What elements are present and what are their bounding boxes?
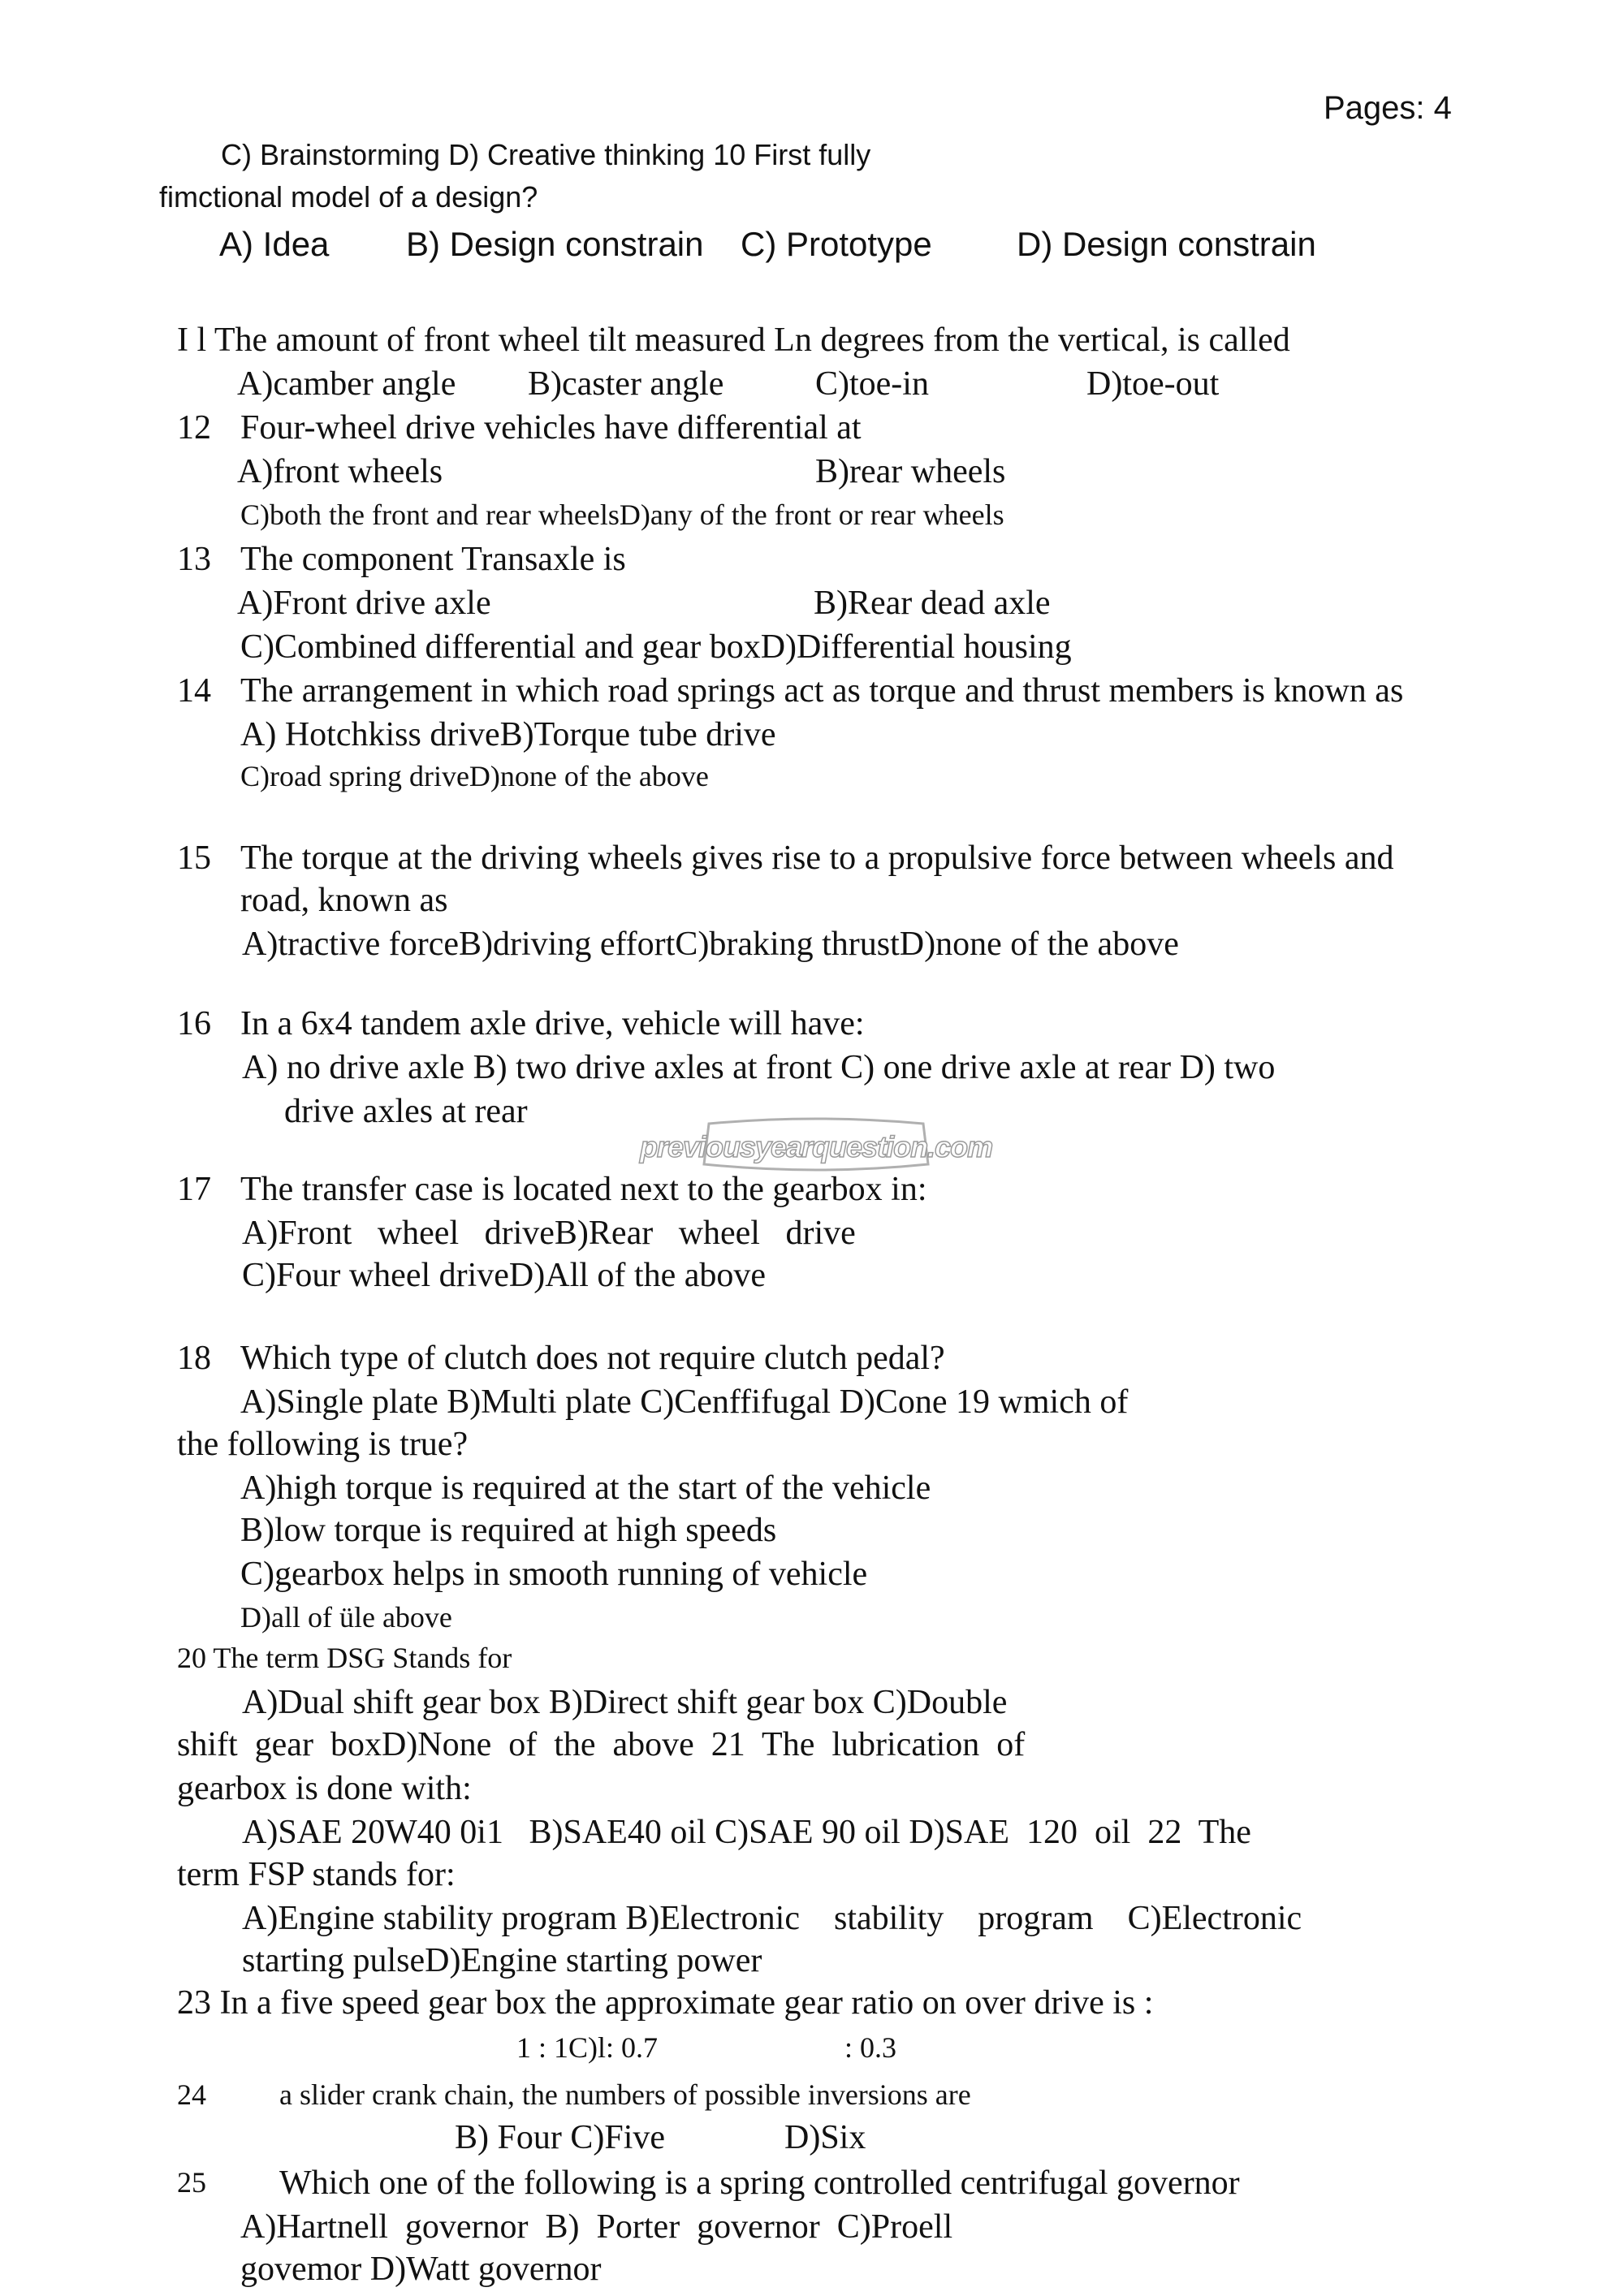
question-18-stem: Which type of clutch does not require clutch pedal? [240,1340,945,1377]
q21-options-and-q22: A)SAE 20W40 0i1 B)SAE40 oil C)SAE 90 oil D)SAE 120 oil 22 The [242,1814,1251,1851]
q19-option-b: B)low torque is required at high speeds [240,1512,777,1549]
q13-option-a: A)Front drive axle [237,585,491,622]
q25-options-cont: govemor D)Watt governor [240,2251,602,2288]
q11-option-d: D)toe-out [1086,365,1220,403]
q16-options: A) no drive axle B) two drive axles at front C) one drive axle at rear D) two [242,1049,1276,1086]
question-12-stem: Four-wheel drive vehicles have differential at [240,409,862,447]
question-10-stem-cont: fimctional model of a design? [159,180,538,214]
q16-options-cont: drive axles at rear [284,1093,528,1130]
q13-options-c-d: C)Combined differential and gear boxD)Differential housing [240,628,1072,666]
q17-options-a-b: A)Front wheel driveB)Rear wheel drive [242,1215,856,1252]
question-21-stem-cont: gearbox is done with: [177,1770,472,1807]
q10-option-b: B) Design constrain [406,225,704,263]
q20-options: A)Dual shift gear box B)Direct shift gear box C)Double [242,1684,1008,1721]
question-16-stem: In a 6x4 tandem axle drive, vehicle will have: [240,1005,865,1042]
question-11: I l The amount of front wheel tilt measured Ln degrees from the vertical, is called [177,322,1290,359]
q10-option-d: D) Design constrain [1017,225,1316,263]
q22-options-cont: starting pulseD)Engine starting power [242,1942,762,1979]
question-15-stem-cont: road, known as [240,882,448,919]
q13-option-b: B)Rear dead axle [814,585,1051,622]
q24-option-d: D)Six [784,2119,866,2156]
question-17-stem: The transfer case is located next to the gearbox in: [240,1171,927,1208]
question-number: 25 [177,2166,206,2199]
q18-options-and-q19: A)Single plate B)Multi plate C)Cenffifugal D)Cone 19 wmich of [240,1383,1129,1421]
question-number: 14 [177,672,211,710]
watermark-text: previousyearquestion.com [639,1130,993,1163]
q11-option-b: B)caster angle [528,365,724,403]
q10-option-c: C) Prototype [741,225,932,263]
question-14-stem: The arrangement in which road springs act as torque and thrust members is known as [240,672,1404,710]
question-13-stem: The component Transaxle is [240,541,626,578]
question-20-stem: 20 The term DSG Stands for [177,1642,512,1674]
question-number: 16 [177,1005,211,1042]
q19-option-d: D)all of üle above [240,1601,452,1634]
q11-option-a: A)camber angle [237,365,456,403]
q14-options-c-d: C)road spring driveD)none of the above [240,760,709,792]
question-number: 18 [177,1340,211,1377]
question-number: 17 [177,1171,211,1208]
q12-options-c-d: C)both the front and rear wheelsD)any of the front or rear wheels [240,498,1004,531]
watermark-logo [639,1117,993,1177]
question-25-stem: Which one of the following is a spring controlled centrifugal governor [279,2164,1240,2202]
question-23-stem: 23 In a five speed gear box the approximate gear ratio on over drive is : [177,1984,1154,2022]
question-number: 13 [177,541,211,578]
q12-option-a: A)front wheels [237,453,443,490]
q17-options-c-d: C)Four wheel driveD)All of the above [242,1257,766,1294]
question-number: 12 [177,409,211,447]
question-number: 24 [177,2078,206,2111]
q15-options: A)tractive forceB)driving effortC)braking thrustD)none of the above [242,926,1179,963]
q23-option-d: : 0.3 [844,2031,897,2064]
page-count: Pages: 4 [1324,90,1452,126]
q23-options: 1 : 1C)l: 0.7 [516,2031,659,2064]
q20-options-and-q21: shift gear boxD)None of the above 21 The lubrication of [177,1726,1026,1763]
q14-options-a-b: A) Hotchkiss driveB)Torque tube drive [240,716,776,753]
q22-options: A)Engine stability program B)Electronic stability program C)Electronic [242,1900,1302,1937]
question-10-stem: C) Brainstorming D) Creative thinking 10 First fully [221,138,871,171]
q19-option-a: A)high torque is required at the start of the vehicle [240,1470,931,1507]
question-22-stem-cont: term FSP stands for: [177,1856,456,1893]
q19-option-c: C)gearbox helps in smooth running of vehicle [240,1556,868,1593]
q24-options: B) Four C)Five [455,2119,666,2156]
q25-options: A)Hartnell governor B) Porter governor C)Proell [240,2208,953,2246]
question-15-stem: The torque at the driving wheels gives rise to a propulsive force between wheels and [240,839,1394,877]
q12-option-b: B)rear wheels [815,453,1006,490]
q11-option-c: C)toe-in [815,365,929,403]
q10-option-a: A) Idea [219,225,330,263]
question-19-stem-cont: the following is true? [177,1426,469,1463]
question-number: 15 [177,839,211,877]
question-24-stem: a slider crank chain, the numbers of possible inversions are [279,2078,971,2111]
